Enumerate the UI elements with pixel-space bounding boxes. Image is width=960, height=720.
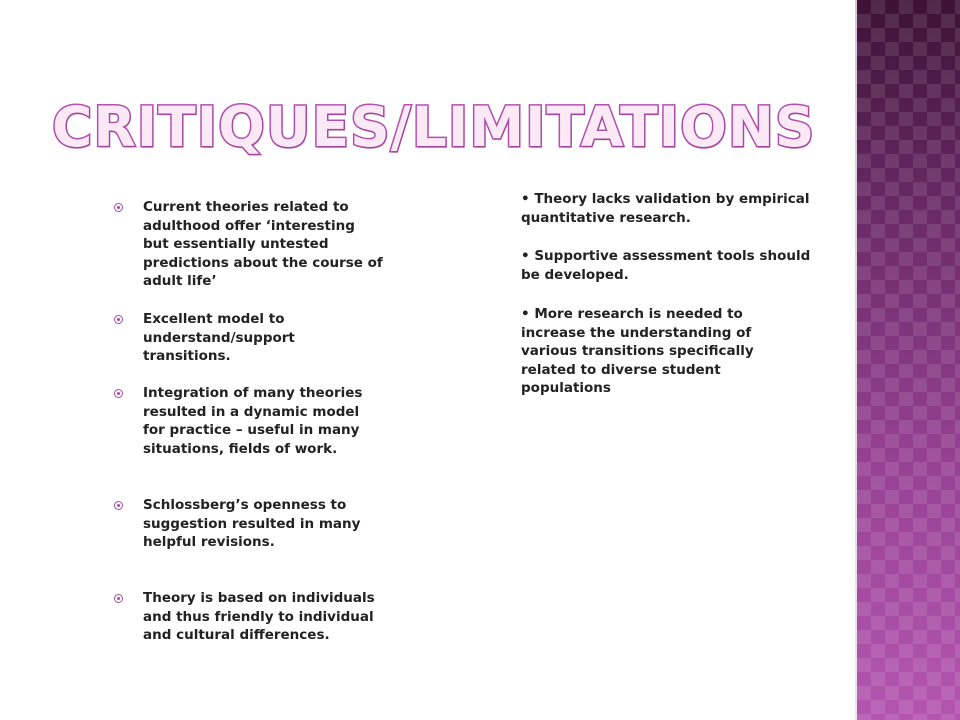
circled-dot-bullet-icon	[114, 389, 123, 398]
list-item-text: Theory is based on individuals and thus friendly to individual and cultural differences.	[143, 590, 375, 643]
circled-dot-bullet-icon	[114, 594, 123, 603]
note-item: • More research is needed to increase the understanding of various transitions specifically related to diverse student populations	[521, 306, 754, 396]
list-item	[113, 496, 385, 552]
list-item	[113, 310, 385, 366]
list-item-text: Integration of many theories resulted in a dynamic model for practice – useful in many situations, fields of work.	[143, 385, 363, 457]
circled-dot-bullet-icon	[114, 501, 123, 510]
note-item: • Supportive assessment tools should be developed.	[521, 248, 811, 283]
circled-dot-bullet-icon	[114, 315, 123, 324]
circled-dot-bullet-icon	[114, 203, 123, 212]
slide-title: CRITIQUES/LIMITATIONS	[52, 95, 816, 159]
list-item-text: Excellent model to understand/support transitions.	[143, 311, 295, 364]
list-item	[113, 198, 385, 291]
note-item: • Theory lacks validation by empirical quantitative research.	[521, 191, 810, 226]
list-item-text: Current theories related to adulthood offer ‘interesting but essentially untested predictions about the course of adult life’	[143, 199, 383, 289]
list-item-text: Schlossberg’s openness to suggestion resulted in many helpful revisions.	[143, 497, 361, 550]
list-item	[113, 589, 385, 645]
list-item	[113, 384, 385, 458]
decorative-side-band	[857, 0, 960, 720]
